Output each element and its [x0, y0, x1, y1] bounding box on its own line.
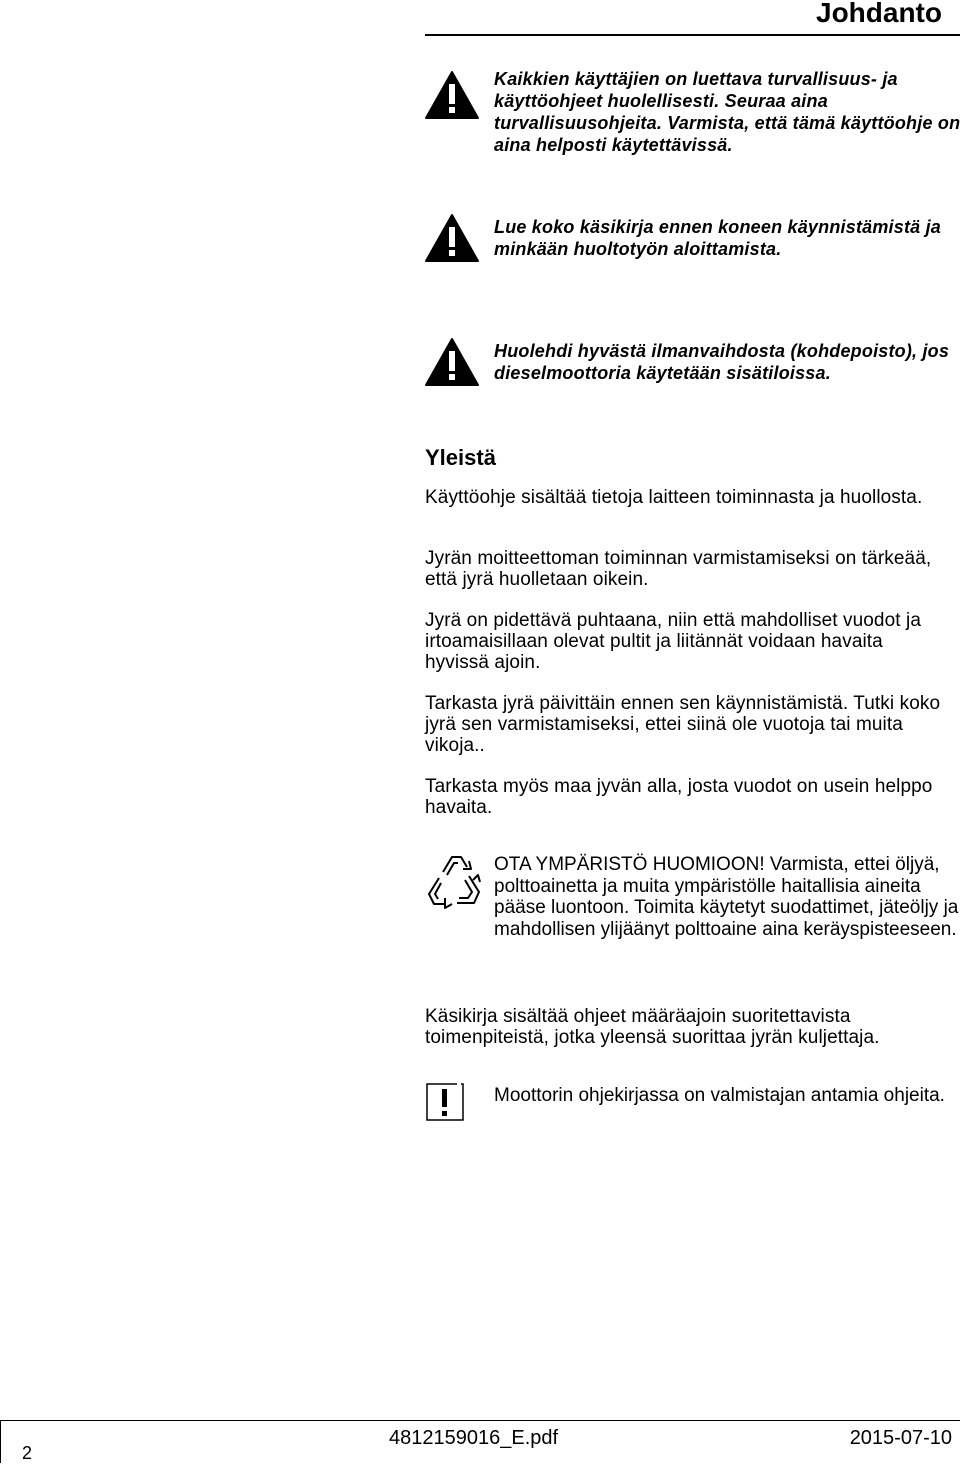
warning-triangle-icon	[424, 70, 480, 120]
warning-triangle-icon	[424, 213, 480, 263]
notice-exclamation-icon	[425, 1082, 465, 1122]
warning-triangle-icon	[424, 337, 480, 387]
page-number: 2	[22, 1443, 33, 1463]
paragraph-1: Käyttöohje sisältää tietoja laitteen toiminnasta ja huollosta.	[425, 487, 923, 508]
paragraph-4: Tarkasta jyrä päivittäin ennen sen käynnistämistä. Tutki koko jyrä sen varmistamiseksi, ettei siinä ole vuotoja tai muita vikoja..	[425, 693, 941, 756]
section-heading: Yleistä	[425, 445, 496, 470]
page-title: Johdanto	[816, 0, 942, 28]
environment-note-text: OTA YMPÄRISTÖ HUOMIOON! Varmista, ettei öljyä, polttoainetta ja muita ympäristölle haitallisia aineita pääse luontoon. Toimita käytetyt suodattimet, jäteöljy ja mahdollisen ylijäänyt polttoaine aina keräyspisteeseen.	[494, 854, 959, 940]
engine-note-text: Moottorin ohjekirjassa on valmistajan antamia ohjeita.	[494, 1085, 945, 1106]
paragraph-3: Jyrä on pidettävä puhtaana, niin että mahdolliset vuodot ja irtoamaisillaan olevat pultit ja liitännät voidaan havaita hyvissä ajoin.	[425, 610, 922, 673]
warning-text: Lue koko käsikirja ennen koneen käynnistämistä ja minkään huoltotyön aloittamista.	[494, 217, 941, 259]
footer-corner-line	[0, 1420, 1, 1463]
warning-text: Kaikkien käyttäjien on luettava turvallisuus- ja käyttöohjeet huolellisesti. Seuraa aina turvallisuusohjeita. Varmista, että tämä käyttöohje on aina helposti käytettävissä.	[494, 69, 960, 155]
footer-filename: 4812159016_E.pdf	[389, 1427, 559, 1449]
manual-paragraph: Käsikirja sisältää ohjeet määräajoin suoritettavista toimenpiteistä, jotka yleensä suorittaa jyrän kuljettaja.	[425, 1006, 880, 1048]
paragraph-5: Tarkasta myös maa jyvän alla, josta vuodot on usein helppo havaita.	[425, 776, 933, 818]
footer-divider	[0, 1420, 960, 1421]
paragraph-2: Jyrän moitteettoman toiminnan varmistamiseksi on tärkeää, että jyrä huolletaan oikein.	[425, 548, 932, 590]
footer-date: 2015-07-10	[849, 1427, 952, 1449]
warning-text: Huolehdi hyvästä ilmanvaihdosta (kohdepoisto), jos dieselmoottoria käytetään sisätiloissa.	[494, 341, 950, 383]
recycle-icon	[425, 852, 483, 910]
header-divider	[425, 34, 960, 36]
